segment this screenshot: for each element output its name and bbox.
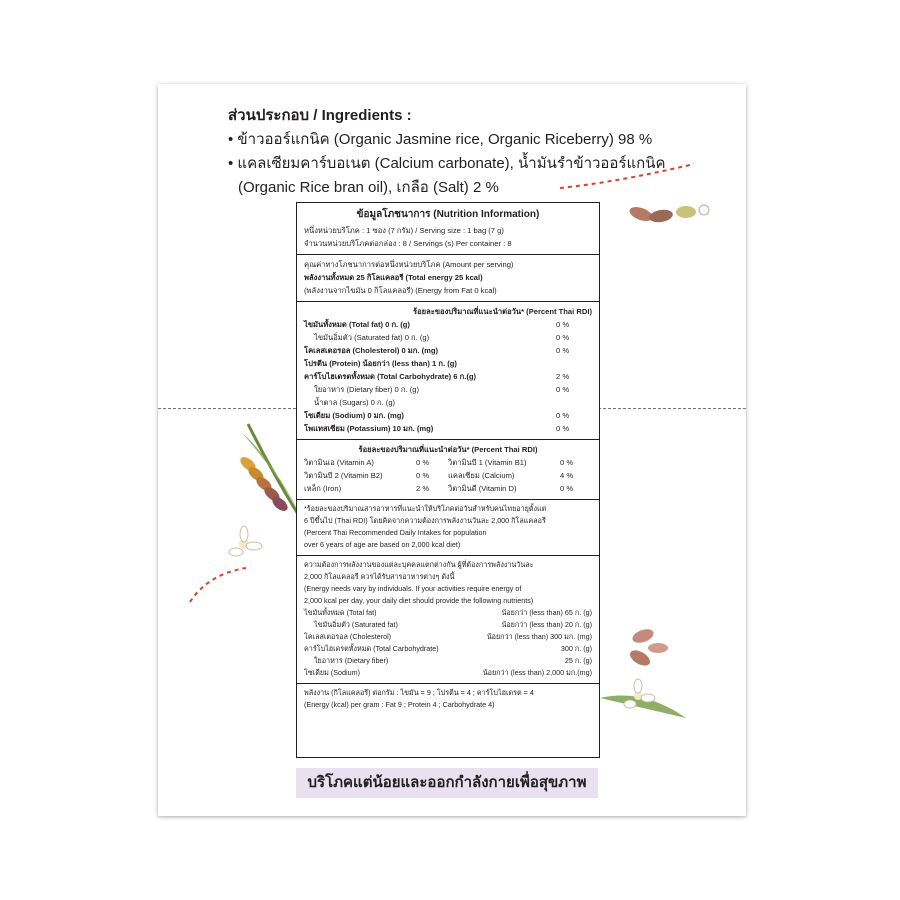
- jasmine-flower-icon: [224, 524, 264, 564]
- daily-value-row: [304, 631, 592, 643]
- vitamin-label: แคลเซียม (Calcium): [448, 471, 515, 480]
- nutrient-row: [304, 422, 592, 435]
- vitamin-percent: 0 %: [416, 458, 430, 467]
- energy-per-gram-section: [297, 684, 599, 715]
- footnote-section: [297, 500, 599, 556]
- nutrient-row: [304, 370, 592, 383]
- vitamin-percent: 2 %: [416, 484, 430, 493]
- daily-value-row: [304, 655, 592, 667]
- nutrient-row: [304, 357, 592, 370]
- nutrition-title: ข้อมูลโภชนาการ (Nutrition Information): [356, 209, 540, 220]
- wheat-decoration-icon: [218, 414, 308, 534]
- vitamin-rows: [304, 456, 592, 495]
- footnote-line: (Percent Thai Recommended Daily Intakes for population: [304, 528, 487, 537]
- daily-value-amount: 300 ก. (g): [560, 644, 592, 653]
- daily-needs-section: [297, 556, 599, 684]
- daily-value-amount: น้อยกว่า (less than) 20 ก. (g): [501, 620, 592, 629]
- nutrient-percent: 0 %: [556, 333, 570, 342]
- daily-value-amount: น้อยกว่า (less than) 2,000 มก.(mg): [482, 668, 592, 677]
- nutrient-percent: 0 %: [556, 411, 570, 420]
- ingredients-title: ส่วนประกอบ / Ingredients :: [228, 107, 412, 124]
- vitamin-row: [304, 456, 592, 469]
- percent-rdi-header: ร้อยละของปริมาณที่แนะนำต่อวัน* (Percent Thai RDI): [413, 307, 592, 316]
- vitamin-percent: 0 %: [560, 458, 574, 467]
- daily-value-label: ไขมันอิ่มตัว (Saturated fat): [314, 620, 398, 629]
- nutrient-label: ไขมันทั้งหมด (Total fat) 0 ก. (g): [304, 320, 410, 329]
- health-slogan: บริโภคแต่น้อยและออกกำลังกายเพื่อสุขภาพ: [296, 768, 598, 798]
- needs-line: 2,000 kcal per day, your daily diet should provide the following nutrients): [304, 596, 534, 605]
- nutrient-label: ไขมันอิ่มตัว (Saturated fat) 0 ก. (g): [314, 333, 430, 342]
- daily-value-label: ไขมันทั้งหมด (Total fat): [304, 608, 377, 617]
- dotted-trail-left-icon: [188, 564, 248, 604]
- nutrient-percent: [556, 357, 592, 370]
- vitamin-label: วิตามินเอ (Vitamin A): [304, 458, 374, 467]
- nutrient-label: โปรตีน (Protein) น้อยกว่า (less than) 1 ก. (g): [304, 359, 457, 368]
- vitamin-label: วิตามินดี (Vitamin D): [448, 484, 517, 493]
- leaf-flower-right-icon: [598, 678, 688, 728]
- daily-value-amount: น้อยกว่า (less than) 65 ก. (g): [501, 608, 592, 617]
- needs-line: 2,000 กิโลแคลอรี ควรได้รับสารอาหารต่างๆ ดังนี้: [304, 572, 455, 581]
- vitamin-row: [304, 482, 592, 495]
- serving-size: หนึ่งหน่วยบริโภค : 1 ซอง (7 กรัม) / Serving size : 1 bag (7 g): [304, 226, 504, 235]
- serving-section: [297, 203, 599, 255]
- nutrient-label: ใยอาหาร (Dietary fiber) 0 ก. (g): [314, 385, 419, 394]
- ingredient-line-2: • แคลเซียมคาร์บอเนต (Calcium carbonate), น้ำมันรำข้าวออร์แกนิค: [228, 155, 666, 172]
- nutrient-row: [304, 383, 592, 396]
- nutrient-row: [304, 396, 592, 409]
- daily-value-label: โคเลสเตอรอล (Cholesterol): [304, 632, 392, 641]
- nutrient-label: โพแทสเซียม (Potassium) 10 มก. (mg): [304, 424, 434, 433]
- rice-grains-right-icon: [628, 624, 688, 674]
- vitamin-label: วิตามินบี 2 (Vitamin B2): [304, 471, 383, 480]
- ingredient-line-1: • ข้าวออร์แกนิค (Organic Jasmine rice, Organic Riceberry) 98 %: [228, 131, 653, 148]
- vitamin-percent: 0 %: [560, 484, 574, 493]
- nutrient-row: [304, 409, 592, 422]
- vitamin-percent: 4 %: [560, 471, 574, 480]
- footnote-line: 6 ปีขึ้นไป (Thai RDI) โดยคิดจากความต้องการพลังงานวันละ 2,000 กิโลแคลอรี: [304, 516, 546, 525]
- vitamin-row: [304, 469, 592, 482]
- energy-section: [297, 255, 599, 302]
- nutrient-label: น้ำตาล (Sugars) 0 ก. (g): [314, 398, 396, 407]
- daily-value-row: [304, 643, 592, 655]
- ingredient-line-3: (Organic Rice bran oil), เกลือ (Salt) 2 %: [238, 179, 499, 196]
- nutrition-facts-panel: [296, 202, 600, 758]
- energy-per-gram-en: (Energy (kcal) per gram : Fat 9 ; Protein 4 ; Carbohydrate 4): [304, 700, 495, 709]
- rice-grains-top-icon: [626, 194, 716, 234]
- daily-value-amount: น้อยกว่า (less than) 300 มก. (mg): [486, 632, 592, 641]
- nutrient-percent: 0 %: [556, 385, 570, 394]
- nutrient-rows: [304, 318, 592, 435]
- daily-value-amount: 25 ก. (g): [564, 656, 592, 665]
- daily-value-label: คาร์โบไฮเดรตทั้งหมด (Total Carbohydrate): [304, 644, 439, 653]
- daily-value-label: ใยอาหาร (Dietary fiber): [314, 656, 389, 665]
- ingredients-block: [228, 104, 728, 200]
- nutrient-percent: 2 %: [556, 372, 570, 381]
- needs-line: (Energy needs vary by individuals. If your activities require energy of: [304, 584, 522, 593]
- nutrient-row: [304, 344, 592, 357]
- nutrient-label: คาร์โบไฮเดรตทั้งหมด (Total Carbohydrate) 6 ก.(g): [304, 372, 477, 381]
- nutrients-section: [297, 302, 599, 440]
- nutrient-percent: [556, 396, 592, 409]
- vitamin-label: เหล็ก (Iron): [304, 484, 342, 493]
- nutrition-card: [158, 84, 746, 816]
- needs-line: ความต้องการพลังงานของแต่ละบุคคลแตกต่างกัน ผู้ที่ต้องการพลังงานวันละ: [304, 560, 534, 569]
- footnote-line: *ร้อยละของปริมาณสารอาหารที่แนะนำให้บริโภคต่อวันสำหรับคนไทยอายุตั้งแต่: [304, 504, 547, 513]
- nutrient-percent: 0 %: [556, 346, 570, 355]
- nutrient-percent: 0 %: [556, 424, 570, 433]
- energy-from-fat: (พลังงานจากไขมัน 0 กิโลแคลอรี) (Energy from Fat 0 kcal): [304, 286, 497, 295]
- nutrient-label: โซเดียม (Sodium) 0 มก. (mg): [304, 411, 404, 420]
- amount-per-serving: คุณค่าทางโภชนาการต่อหนึ่งหน่วยบริโภค (Amount per serving): [304, 260, 514, 269]
- vitamins-section: [297, 440, 599, 500]
- total-energy: พลังงานทั้งหมด 25 กิโลแคลอรี (Total energy 25 kcal): [304, 273, 483, 282]
- daily-value-row: [304, 619, 592, 631]
- daily-value-row: [304, 667, 592, 679]
- nutrient-percent: 0 %: [556, 320, 570, 329]
- vitamin-rdi-header: ร้อยละของปริมาณที่แนะนำต่อวัน* (Percent Thai RDI): [358, 445, 538, 454]
- footnote-line: over 6 years of age are based on 2,000 kcal diet): [304, 540, 461, 549]
- servings-per-container: จำนวนหน่วยบริโภคต่อกล่อง : 8 / Servings (s) Per container : 8: [304, 239, 512, 248]
- nutrient-row: [304, 318, 592, 331]
- nutrient-row: [304, 331, 592, 344]
- daily-value-row: [304, 607, 592, 619]
- daily-value-label: โซเดียม (Sodium): [304, 668, 360, 677]
- daily-rows: [304, 607, 592, 679]
- vitamin-label: วิตามินบี 1 (Vitamin B1): [448, 458, 527, 467]
- vitamin-percent: 0 %: [416, 471, 430, 480]
- energy-per-gram-thai: พลังงาน (กิโลแคลอรี) ต่อกรัม : ไขมัน = 9 ; โปรตีน = 4 ; คาร์โบไฮเดรต = 4: [304, 688, 534, 697]
- nutrient-label: โคเลสเตอรอล (Cholesterol) 0 มก. (mg): [304, 346, 439, 355]
